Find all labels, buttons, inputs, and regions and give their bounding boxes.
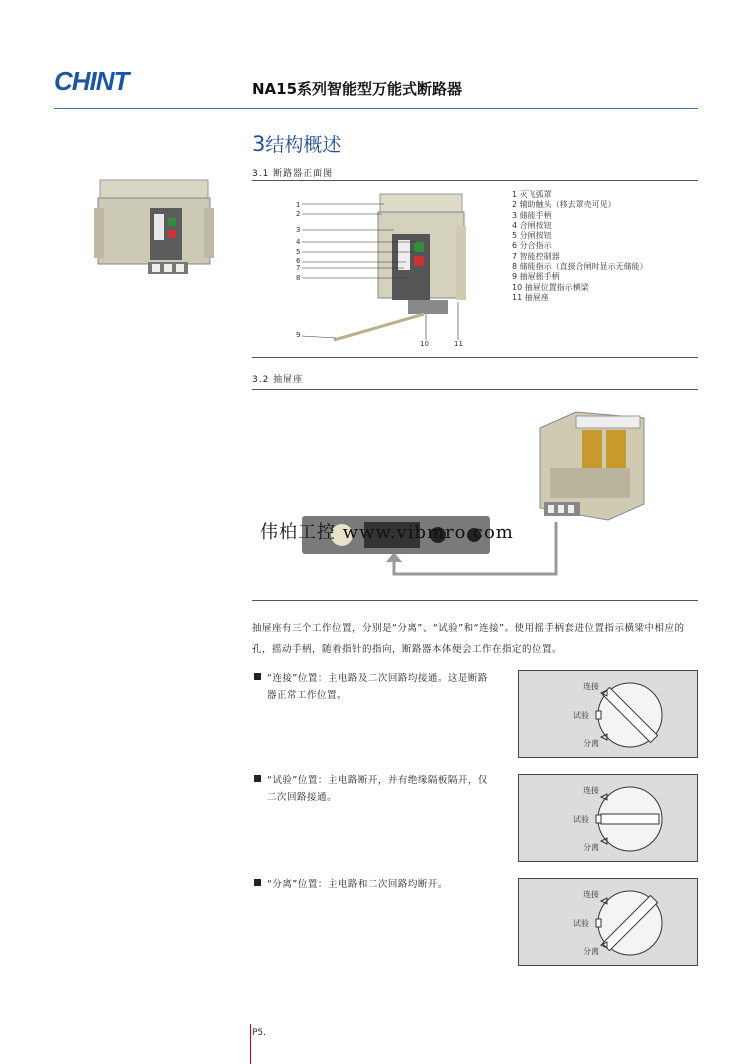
- header-rule: [54, 108, 698, 109]
- dial-label-test: 试验: [573, 815, 589, 824]
- legend-item: 9 抽屉摇手柄: [512, 272, 560, 282]
- dial-separate-icon: [519, 879, 697, 965]
- bullet-square-icon: [254, 879, 261, 886]
- dial-panel-separate: [518, 878, 698, 966]
- legend-item: 5 分闸按钮: [512, 231, 552, 241]
- dial-panel-connect: [518, 670, 698, 758]
- document-title: NA15系列智能型万能式断路器: [252, 80, 463, 98]
- bullet-line: “分离”位置：主电路和二次回路均断开。: [267, 879, 448, 890]
- callout-6: 6: [296, 257, 301, 265]
- section-number: 3: [252, 132, 266, 156]
- position-connect-text: [254, 670, 494, 704]
- dial-label-separate: 分离: [583, 739, 599, 748]
- drawer-description: 抽屉座有三个工作位置，分别是“分离”、“试验”和“连接”。使用摇手柄套进位置指示横梁中相应的孔，摇动手柄，随着指针的指向，断路器本体便会工作在指定的位置。: [252, 623, 685, 655]
- divider: [252, 389, 698, 390]
- dial-test-icon: [519, 775, 697, 861]
- section-title: [252, 130, 341, 157]
- divider: [252, 357, 698, 358]
- legend-item: 4 合闸按钮: [512, 220, 552, 230]
- bullet-line: “试验”位置：主电路断开，并有绝缘隔板隔开，仅: [267, 775, 488, 786]
- callout-2: 2: [296, 210, 301, 218]
- chint-logo: CHINT: [54, 66, 129, 96]
- divider: [252, 180, 698, 181]
- drawer-photo: [536, 408, 648, 528]
- position-test-text: [254, 772, 494, 806]
- page-marker-bar: [250, 1024, 251, 1064]
- bullet-square-icon: [254, 673, 261, 680]
- divider: [252, 600, 698, 601]
- breaker-photo: [94, 178, 214, 280]
- legend-item: 8 储能指示（直接合闸时显示无储能）: [512, 262, 648, 272]
- legend-item: 3 储能手柄: [512, 210, 552, 220]
- legend-item: 7 智能控制器: [512, 251, 560, 261]
- bullet-line: 器正常工作位置。: [267, 690, 348, 701]
- section-title-text: 结构概述: [265, 134, 342, 156]
- bullet-square-icon: [254, 775, 261, 782]
- dial-label-test: 试验: [573, 711, 589, 720]
- legend-item: 2 辅助触头（移去罩壳可见）: [512, 200, 616, 210]
- callout-5: 5: [296, 248, 301, 256]
- bullet-line: “连接”位置：主电路及二次回路均接通。这是断路: [267, 673, 488, 684]
- front-view-heading: 3.1 断路器正面图: [252, 169, 334, 179]
- front-view-diagram: [296, 190, 476, 350]
- callout-4: 4: [296, 238, 301, 246]
- callout-1: 1: [296, 201, 301, 209]
- dial-label-connect: 连接: [583, 786, 599, 795]
- legend-item: 6 分合指示: [512, 241, 552, 251]
- dial-label-separate: 分离: [583, 843, 599, 852]
- drawer-heading: 3.2 抽屉座: [252, 375, 304, 385]
- position-separate-text: [254, 876, 494, 893]
- bullet-line: 二次回路接通。: [267, 792, 338, 803]
- callout-10: 10: [420, 340, 429, 348]
- dial-label-connect: 连接: [583, 682, 599, 691]
- callout-11: 11: [454, 340, 463, 348]
- callout-3: 3: [296, 226, 301, 234]
- component-legend: [512, 190, 648, 303]
- legend-item: 1 灭飞弧罩: [512, 190, 552, 199]
- legend-item: 10 抽屉位置指示横梁: [512, 282, 589, 292]
- watermark: 伟柏工控 www.vibmro.com: [260, 522, 514, 543]
- dial-label-connect: 连接: [583, 890, 599, 899]
- legend-item: 11 抽屉座: [512, 292, 549, 302]
- dial-panel-test: [518, 774, 698, 862]
- dial-connect-icon: [519, 671, 697, 757]
- callout-8: 8: [296, 274, 301, 282]
- callout-7: 7: [296, 264, 301, 272]
- callout-9: 9: [296, 331, 301, 339]
- dial-label-test: 试验: [573, 919, 589, 928]
- page-number: P5.: [252, 1028, 267, 1038]
- dial-label-separate: 分离: [583, 947, 599, 956]
